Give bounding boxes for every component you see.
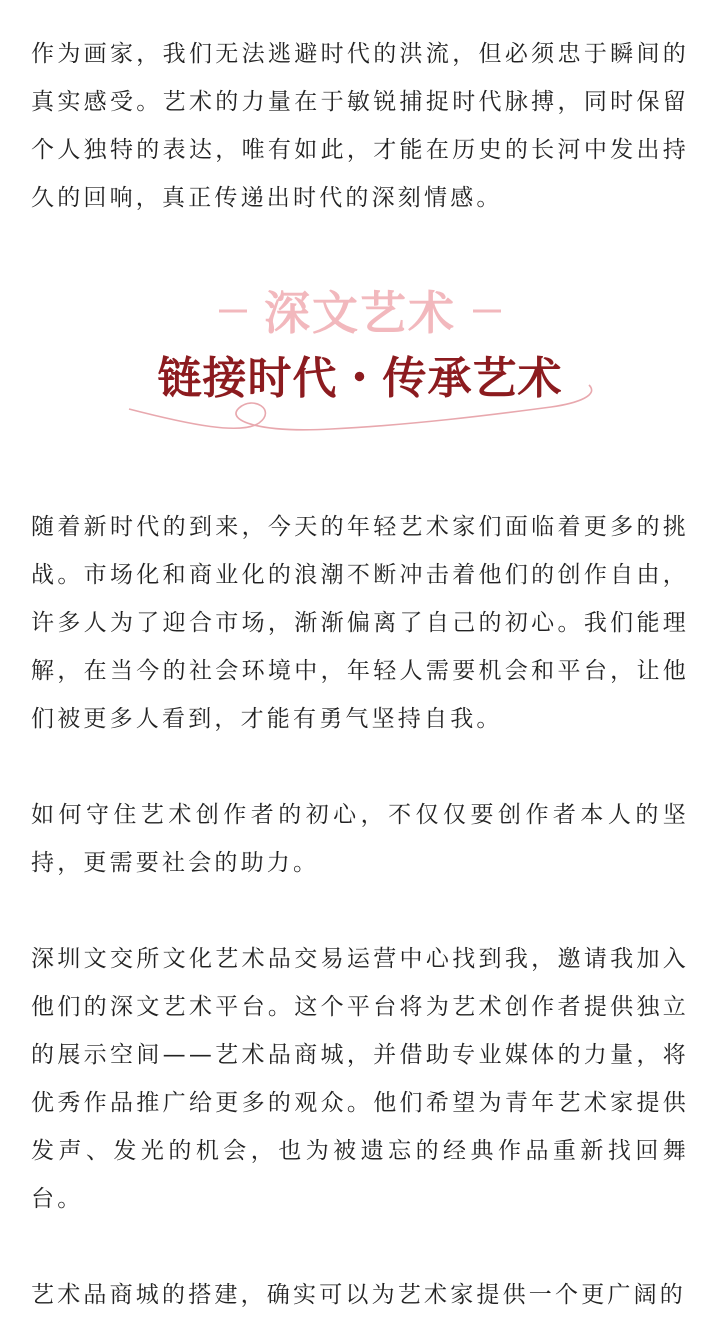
paragraph-mall: 艺术品商城的搭建，确实可以为艺术家提供一个更广阔的 [31,1282,686,1308]
paragraph-support: 如何守住艺术创作者的初心，不仅仅要创作者本人的坚持，更需要社会的助力。 [31,802,689,876]
banner-slogan: 链接时代・传承艺术 [157,353,563,404]
banner-graphic [31,267,689,443]
paragraph-challenges: 随着新时代的到来，今天的年轻艺术家们面临着更多的挑战。市场化和商业化的浪潮不断冲击着他们的创作自由，许多人为了迎合市场，渐渐偏离了自己的初心。我们能理解，在当今的社会环境中，年轻人需要机会和平台，让他们被更多人看到，才能有勇气坚持自我。 [31,514,689,732]
banner-brand-title: 深文艺术 [264,286,456,340]
paragraph-intro: 作为画家，我们无法逃避时代的洪流，但必须忠于瞬间的真实感受。艺术的力量在于敏锐捕捉时代脉搏，同时保留个人独特的表达，唯有如此，才能在历史的长河中发出持久的回响，真正传递出时代的深刻情感。 [31,41,689,211]
section-banner [31,267,689,443]
paragraph-platform: 深圳文交所文化艺术品交易运营中心找到我，邀请我加入他们的深文艺术平台。这个平台将为艺术创作者提供独立的展示空间——艺术品商城，并借助专业媒体的力量，将优秀作品推广给更多的观众。他们希望为青年艺术家提供发声、发光的机会，也为被遗忘的经典作品重新找回舞台。 [31,946,689,1212]
article-body [31,30,689,1319]
